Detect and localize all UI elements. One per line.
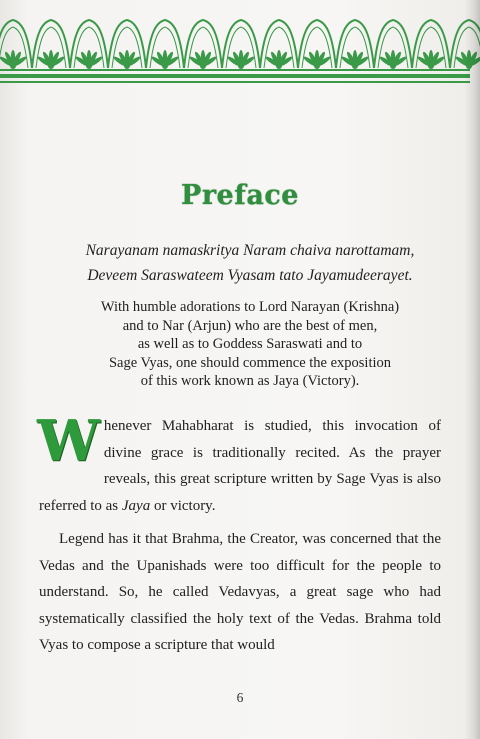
translation-line: as well as to Goddess Saraswati and to — [137, 336, 363, 352]
translation-line: With humble adorations to Lord Narayan (Krishna) — [100, 299, 400, 315]
paragraph-text: or victory. — [150, 497, 216, 514]
italic-term: Jaya — [121, 497, 151, 514]
page-number: 6 — [236, 690, 244, 705]
paragraph — [37, 408, 441, 519]
page-title: Preface — [181, 180, 299, 211]
body-text — [37, 408, 441, 659]
drop-cap: W — [37, 408, 100, 474]
invocation-line: Narayanam namaskritya Naram chaiva narottamam, — [85, 242, 415, 259]
invocation-translation — [40, 298, 460, 391]
page-gutter-shadow — [464, 0, 480, 739]
paragraph: Legend has it that Brahma, the Creator, was concerned that the Vedas and the Upanishads were too difficult for the people to understand. So, he called Vedavyas, a great sage who had systematically classified the holy text of the Vedas. Brahma told Vyas to compose a scripture that would — [39, 531, 441, 653]
translation-line: of this work known as Jaya (Victory). — [140, 373, 360, 389]
translation-line: Sage Vyas, one should commence the exposition — [108, 354, 392, 371]
paragraph-text: henever Mahabharat is studied, this invocation of divine grace is traditionally recited. As the prayer reveals, this great scripture written by Sage Vyas is also referred to as — [39, 418, 441, 514]
translation-line: and to Nar (Arjun) who are the best of men, — [122, 317, 378, 334]
sanskrit-invocation — [40, 238, 460, 288]
invocation-line: Deveem Saraswateem Vyasam tato Jayamudeerayet. — [87, 267, 413, 284]
decorative-border — [0, 0, 480, 95]
